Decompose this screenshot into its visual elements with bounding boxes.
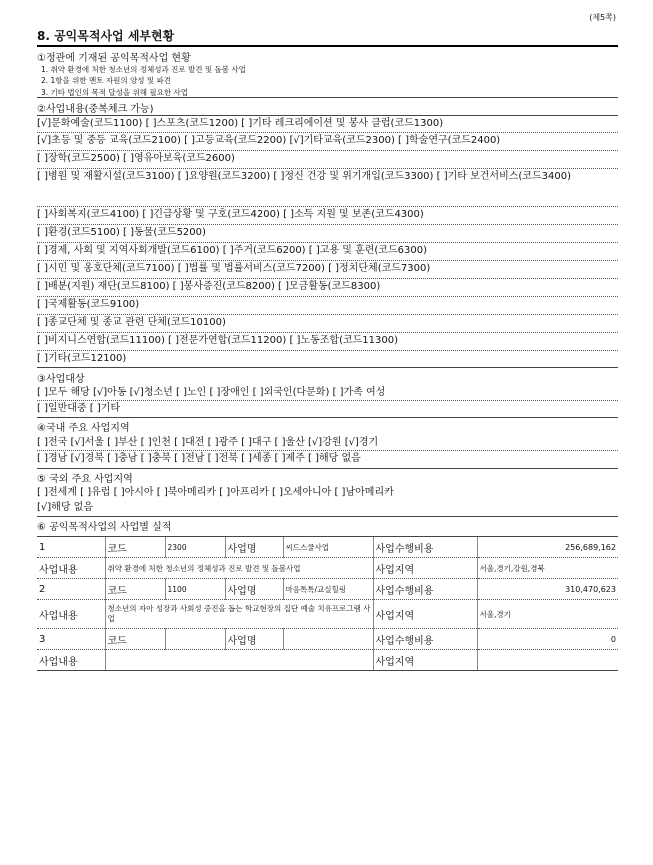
divider bbox=[37, 296, 618, 297]
code-label: 코드 bbox=[105, 579, 165, 600]
table-row bbox=[37, 537, 618, 558]
business-row-foundation: [ ]배분(지원) 재단(코드8100) [ ]봉사증진(코드8200) [ ]모금활동(코드8300) bbox=[37, 281, 381, 292]
divider bbox=[37, 367, 618, 368]
target-row-1: [ ]모두 해당 [√]아동 [√]청소년 [ ]노인 [ ]장애인 [ ]외국인(다문화) [ ]가족 여성 bbox=[37, 387, 386, 398]
record-number: 1 bbox=[37, 537, 105, 558]
divider bbox=[37, 260, 618, 261]
business-row-civic: [ ]시민 및 옹호단체(코드7100) [ ]법률 및 법률서비스(코드7200) [ ]정치단체(코드7300) bbox=[37, 263, 431, 274]
divider bbox=[37, 132, 618, 133]
name-value: 씨드스쿨사업 bbox=[283, 537, 373, 558]
divider bbox=[37, 417, 618, 418]
overseas-region-row-1: [ ]전세계 [ ]유럽 [ ]아시아 [ ]북아메리카 [ ]아프리카 [ ]오세아니아 [ ]남아메리카 bbox=[37, 487, 394, 498]
divider bbox=[37, 115, 618, 116]
region-value: 서울,경기 bbox=[477, 600, 618, 629]
section3-heading: ③사업대상 bbox=[37, 374, 85, 385]
name-value: 마음톡톡/교실힐링 bbox=[283, 579, 373, 600]
code-label: 코드 bbox=[105, 537, 165, 558]
business-row-culture: [√]문화예술(코드1100) [ ]스포츠(코드1200) [ ]기타 레크리에이션 및 봉사 클럽(코드1300) bbox=[37, 118, 444, 129]
cost-value: 0 bbox=[477, 629, 618, 650]
code-value: 2300 bbox=[165, 537, 225, 558]
business-row-association: [ ]비지니스연합(코드11100) [ ]전문가연합(코드11200) [ ]노동조합(코드11300) bbox=[37, 335, 399, 346]
section1-heading: ①정관에 기재된 공익목적사업 현황 bbox=[37, 53, 191, 64]
content-label: 사업내용 bbox=[37, 600, 105, 629]
table-row bbox=[37, 650, 618, 671]
charter-item-2: 2. 1항을 위한 멘토 자원의 양성 및 파견 bbox=[41, 76, 172, 85]
divider bbox=[37, 350, 618, 351]
divider bbox=[37, 168, 618, 169]
divider bbox=[37, 450, 618, 451]
cost-label: 사업수행비용 bbox=[373, 537, 477, 558]
table-row bbox=[37, 600, 618, 629]
cost-label: 사업수행비용 bbox=[373, 579, 477, 600]
target-row-2: [ ]일반대중 [ ]기타 bbox=[37, 403, 121, 414]
charter-item-1: 1. 취약 환경에 처한 청소년의 정체성과 진로 발견 및 돌봄 사업 bbox=[41, 65, 246, 74]
business-row-religion: [ ]종교단체 및 종교 관련 단체(코드10100) bbox=[37, 317, 226, 328]
divider bbox=[37, 97, 618, 98]
table-row bbox=[37, 629, 618, 650]
record-number: 2 bbox=[37, 579, 105, 600]
section6-heading: ⑥ 공익목적사업의 사업별 실적 bbox=[37, 522, 172, 533]
code-value bbox=[165, 629, 225, 650]
page-number: (제5쪽) bbox=[589, 13, 616, 22]
business-row-scholarship: [ ]장학(코드2500) [ ]영유아보육(코드2600) bbox=[37, 153, 235, 164]
name-label: 사업명 bbox=[225, 579, 283, 600]
charter-item-3: 3. 기타 법인의 목적 달성을 위해 필요한 사업 bbox=[41, 88, 189, 97]
region-value: 서울,경기,강원,경북 bbox=[477, 558, 618, 579]
overseas-region-row-2: [√]해당 없음 bbox=[37, 502, 93, 513]
divider bbox=[37, 400, 618, 401]
divider bbox=[37, 278, 618, 279]
region-label: 사업지역 bbox=[373, 558, 477, 579]
section2-heading: ②사업내용(중복체크 가능) bbox=[37, 104, 154, 115]
divider bbox=[37, 150, 618, 151]
region-label: 사업지역 bbox=[373, 600, 477, 629]
domestic-region-row-2: [ ]경남 [√]경북 [ ]충남 [ ]충북 [ ]전남 [ ]전북 [ ]세종 [ ]제주 [ ]해당 없음 bbox=[37, 453, 361, 464]
results-table bbox=[37, 536, 618, 671]
business-row-other: [ ]기타(코드12100) bbox=[37, 353, 127, 364]
cost-value: 256,689,162 bbox=[477, 537, 618, 558]
name-value bbox=[283, 629, 373, 650]
business-row-welfare: [ ]사회복지(코드4100) [ ]긴급상황 및 구호(코드4200) [ ]소득 지원 및 보존(코드4300) bbox=[37, 209, 424, 220]
divider bbox=[37, 224, 618, 225]
content-value bbox=[105, 650, 373, 671]
title-divider bbox=[37, 45, 618, 47]
record-number: 3 bbox=[37, 629, 105, 650]
cost-value: 310,470,623 bbox=[477, 579, 618, 600]
name-label: 사업명 bbox=[225, 537, 283, 558]
cost-label: 사업수행비용 bbox=[373, 629, 477, 650]
region-value bbox=[477, 650, 618, 671]
section-title: 8. 공익목적사업 세부현황 bbox=[37, 29, 175, 43]
content-value: 청소년의 자아 성장과 사회성 증진을 돕는 학교현장의 집단 예술 치유프로그램 사업 bbox=[105, 600, 373, 629]
region-label: 사업지역 bbox=[373, 650, 477, 671]
section4-heading: ④국내 주요 사업지역 bbox=[37, 423, 130, 434]
business-row-health: [ ]병원 및 재활시설(코드3100) [ ]요양원(코드3200) [ ]정신 건강 및 위기개입(코드3300) [ ]기타 보건서비스(코드3400) bbox=[37, 171, 571, 182]
divider bbox=[37, 332, 618, 333]
divider bbox=[37, 206, 618, 207]
business-row-economy: [ ]경제, 사회 및 지역사회개발(코드6100) [ ]주거(코드6200) [ ]고용 및 훈련(코드6300) bbox=[37, 245, 427, 256]
divider bbox=[37, 314, 618, 315]
section5-heading: ⑤ 국외 주요 사업지역 bbox=[37, 474, 133, 485]
business-row-environment: [ ]환경(코드5100) [ ]동물(코드5200) bbox=[37, 227, 206, 238]
code-value: 1100 bbox=[165, 579, 225, 600]
code-label: 코드 bbox=[105, 629, 165, 650]
divider bbox=[37, 516, 618, 517]
business-row-international: [ ]국제활동(코드9100) bbox=[37, 299, 140, 310]
table-row bbox=[37, 558, 618, 579]
divider bbox=[37, 468, 618, 469]
domestic-region-row-1: [ ]전국 [√]서울 [ ]부산 [ ]인천 [ ]대전 [ ]광주 [ ]대구 [ ]울산 [√]강원 [√]경기 bbox=[37, 437, 379, 448]
table-row bbox=[37, 579, 618, 600]
content-label: 사업내용 bbox=[37, 558, 105, 579]
business-row-education: [√]초등 및 중등 교육(코드2100) [ ]고등교육(코드2200) [√]기타교육(코드2300) [ ]학술연구(코드2400) bbox=[37, 135, 501, 146]
content-value: 취약 환경에 처한 청소년의 정체성과 진로 발견 및 돌봄사업 bbox=[105, 558, 373, 579]
content-label: 사업내용 bbox=[37, 650, 105, 671]
divider bbox=[37, 242, 618, 243]
name-label: 사업명 bbox=[225, 629, 283, 650]
